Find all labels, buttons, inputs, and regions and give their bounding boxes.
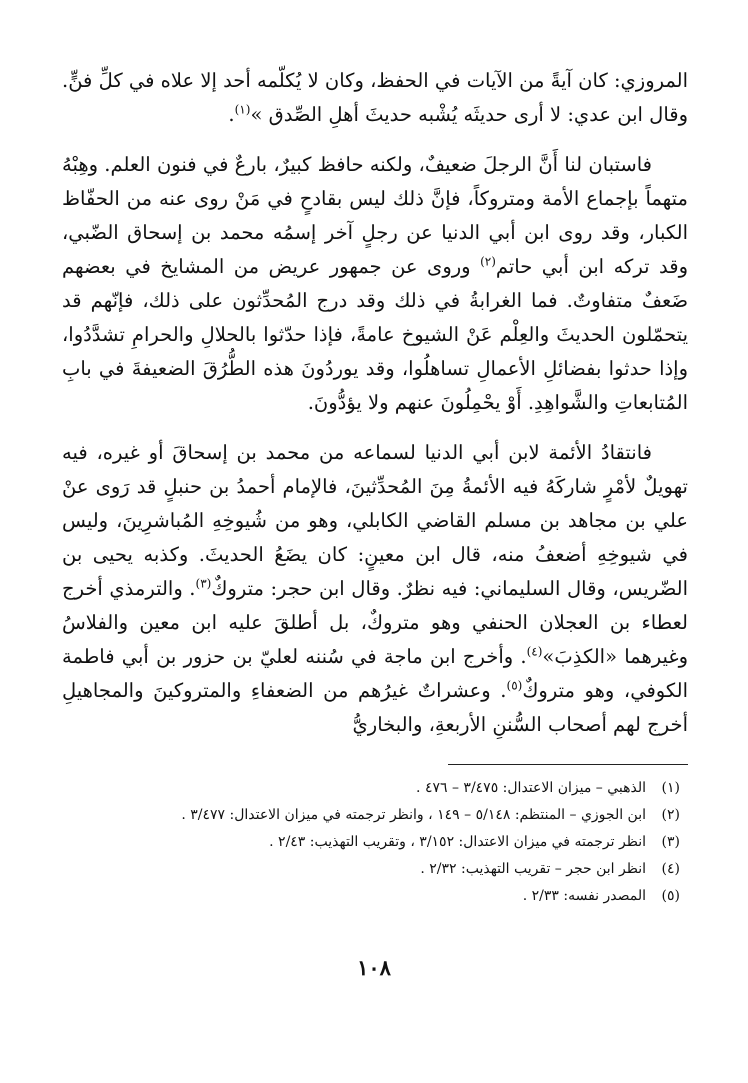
paragraph-text: فانتقادُ الأئمة لابن أبي الدنيا لسماعه من محمد بن إسحاقَ أو غيره، فيه تهويلٌ لأمْرٍ شاركَهُ فيه الأئمةُ مِنَ المُحدِّثينَ، فالإمام أحمدُ بن حنبلٍ قد رَوى عنْ علي بن مجاهد بن مسلم القاضي الكابلي، وهو من شُيوخِهِ المُباشرِينَ، وليس في شيوخِهِ أضعفُ منه، قال ابن معينٍ: كان يضَعُ الحديثَ. وكذبه يحيى بن الضّريس، وقال السليماني: فيه نظرٌ. وقال ابن حجر: متروكٌ — [62, 441, 689, 600]
footnote-number: (٥) — [661, 888, 680, 904]
footnote-number: (٢) — [661, 807, 680, 823]
footnote-text: المصدر نفسه: ٢/٣٣ . — [522, 888, 646, 904]
footnotes — [62, 775, 688, 910]
footnote-ref-3: (٣) — [195, 576, 212, 591]
page-number: ١٠٨ — [357, 955, 391, 980]
footnote-number: (٣) — [661, 834, 680, 850]
footnote-4 — [62, 856, 680, 883]
paragraph-tail: . والترمذي أخرج لعطاء بن العجلان الحنفي وهو متروكٌ، بل أطلقَ عليه ابن معين والفلاسُ وغيرهما «الكذِبَ» — [62, 577, 688, 668]
footnote-1 — [62, 775, 680, 802]
footnote-number: (٤) — [661, 861, 680, 877]
paragraph-tail: . وأخرج ابن ماجة في سُننه لعليّ بن حزور بن أبي فاطمة الكوفي، وهو متروكٌ — [62, 645, 688, 702]
paragraph-tail: . — [228, 103, 235, 126]
footnote-ref-5: (٥) — [506, 678, 523, 693]
footnote-text: الذهبي – ميزان الاعتدال: ٣/٤٧٥ – ٤٧٦ . — [416, 780, 646, 796]
footnote-ref-2: (٢) — [480, 254, 496, 269]
footnote-2 — [62, 802, 680, 829]
footnote-number: (١) — [661, 780, 680, 796]
paragraph-tail: وروى عن جمهور عريض من المشايخ في بعضهم ضَعفٌ متفاوتٌ. فما الغرابةُ في ذلك وقد درج المُحدِّثون على ذلك، فإنّهم قد يتحمّلون الحديثَ والعِلْم عَنْ الشيوخ عامةً، فإذا حدّثوا بالحلالِ والحرامِ تشدَّدُوا، وإذا حدثوا بفضائلِ الأعمالِ تساهلُوا، وقد يوردُونَ هذه الطُّرُقَ الضعيفةَ في بابِ المُتابعاتِ والشَّواهِدِ. أَوْ يحْمِلُونَ عنهم ولا يؤدُّونَ. — [62, 255, 688, 414]
footnote-text: ابن الجوزي – المنتظم: ٥/١٤٨ – ١٤٩ ، وانظر ترجمته في ميزان الاعتدال: ٣/٤٧٧ . — [181, 807, 646, 823]
footnote-text: انظر ابن حجر – تقريب التهذيب: ٢/٣٢ . — [420, 861, 646, 877]
footnote-text: انظر ترجمته في ميزان الاعتدال: ٣/١٥٢ ، وتقريب التهذيب: ٢/٤٣ . — [269, 834, 646, 850]
paragraph-tail: . وعشراتٌ غيرُهم من الضعفاءِ والمتروكينَ والمجاهيلِ أخرج لهم أصحاب السُّننِ الأربعةِ، والبخاريُّ — [62, 679, 688, 736]
main-text — [62, 64, 688, 742]
paragraph-text: فاستبان لنا أَنَّ الرجلَ ضعيفٌ، ولكنه حافظ كبيرٌ، بارعٌ في فنون العلم. وهِبْهُ متهماً بإجماع الأمة ومتروكاً، فإنَّ ذلك ليس بقادحٍ في مَنْ روى عنه من الحفّاظ الكبار، وقد روى ابن أبي الدنيا عن رجلٍ آخر إسمُه محمد بن إسحاق الضّبي، وقد تركه ابن أبي حاتم — [62, 153, 688, 278]
footnote-3 — [62, 829, 680, 856]
paragraph-text: المروزي: كان آيةً من الآيات في الحفظ، وكان لا يُكلّمه أحد إلا علاه في كلِّ فنٍّ. وقال ابن عدي: لا أرى حديثَه يُشْبه حديثَ أهلِ الصِّدق » — [62, 69, 688, 126]
footnote-5 — [62, 883, 680, 910]
paragraph-1 — [62, 64, 688, 132]
footnote-ref-1: (١) — [234, 102, 251, 117]
paragraph-3 — [62, 436, 688, 742]
footnote-ref-4: (٤) — [526, 644, 543, 659]
paragraph-2 — [62, 148, 688, 420]
footnote-divider — [448, 764, 688, 765]
